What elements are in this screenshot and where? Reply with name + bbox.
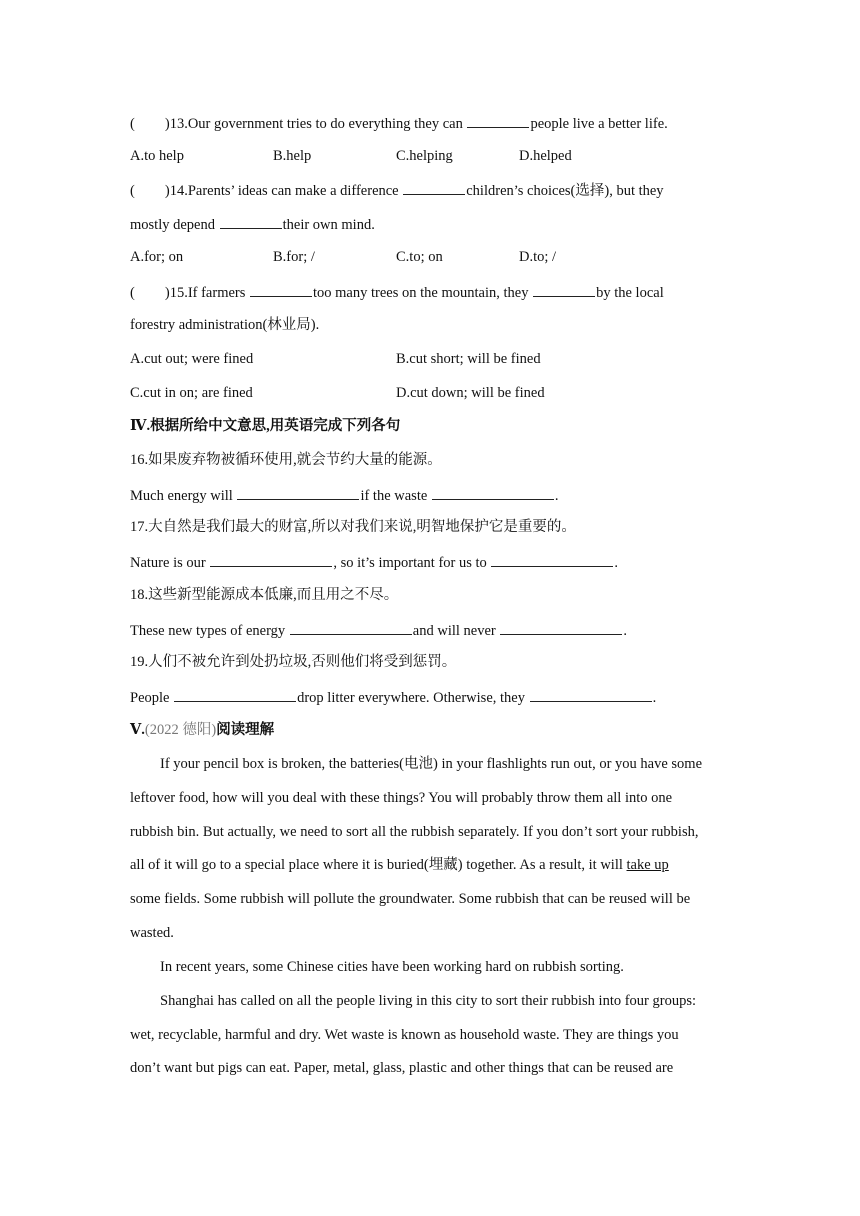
fill-blank[interactable] <box>533 282 595 297</box>
passage-line: In recent years, some Chinese cities have been working hard on rubbish sorting. <box>160 959 624 975</box>
sentence-part: Much energy will <box>130 488 237 504</box>
passage-line: don’t want but pigs can eat. Paper, metal, glass, plastic and other things that can be reused are <box>130 1060 674 1076</box>
question-stem: mostly depend <box>130 217 219 233</box>
fill-blank[interactable] <box>174 687 296 702</box>
sentence-part: and will never <box>412 623 500 639</box>
question-14-line2 <box>130 214 375 234</box>
answer-paren-close: ) <box>164 183 170 199</box>
option-d[interactable]: D.to; / <box>519 249 557 265</box>
option-a[interactable]: A.cut out; were fined <box>130 351 254 367</box>
answer-paren-open: ( <box>130 285 135 301</box>
question-15 <box>130 282 664 302</box>
question-14 <box>130 180 664 200</box>
passage-line <box>130 856 669 874</box>
answer-paren-close: ) <box>164 285 170 301</box>
option-a[interactable]: A.to help <box>130 148 184 164</box>
fill-blank[interactable] <box>530 687 652 702</box>
option-c[interactable]: C.helping <box>396 148 453 164</box>
item-18-english <box>130 620 627 640</box>
answer-paren-open: ( <box>130 183 135 199</box>
fill-blank[interactable] <box>290 620 412 635</box>
sentence-part: These new types of energy <box>130 623 289 639</box>
item-17-chinese: 17.大自然是我们最大的财富,所以对我们来说,明智地保护它是重要的。 <box>130 519 576 535</box>
passage-line: Shanghai has called on all the people living in this city to sort their rubbish into four groups: <box>160 993 697 1009</box>
option-c[interactable]: C.cut in on; are fined <box>130 385 253 401</box>
fill-blank[interactable] <box>491 552 613 567</box>
passage-line: some fields. Some rubbish will pollute the groundwater. Some rubbish that can be reused will be <box>130 891 691 907</box>
fill-blank[interactable] <box>500 620 622 635</box>
passage-line: leftover food, how will you deal with these things? You will probably throw them all into one <box>130 790 673 806</box>
fill-blank[interactable] <box>250 282 312 297</box>
passage-text: all of it will go to a special place where it is buried(埋藏) together. As a result, it will <box>130 857 627 873</box>
question-stem: 13.Our government tries to do everything they can <box>169 116 467 132</box>
sentence-part: drop litter everywhere. Otherwise, they <box>297 690 529 706</box>
passage-line: rubbish bin. But actually, we need to sort all the rubbish separately. If you don’t sort your rubbish, <box>130 824 699 840</box>
fill-blank[interactable] <box>220 214 282 229</box>
question-13 <box>130 113 668 133</box>
fill-blank[interactable] <box>403 180 465 195</box>
option-b[interactable]: B.cut short; will be fined <box>396 351 541 367</box>
underlined-phrase: take up <box>626 857 669 873</box>
item-19-english <box>130 687 656 707</box>
item-16-english <box>130 485 559 505</box>
option-d[interactable]: D.cut down; will be fined <box>396 385 545 401</box>
section-title: 阅读理解 <box>216 722 275 738</box>
sentence-end: . <box>554 488 559 504</box>
section-5-heading <box>130 721 274 739</box>
sentence-part: if the waste <box>360 488 431 504</box>
section-4-heading: Ⅳ.根据所给中文意思,用英语完成下列各句 <box>130 418 401 434</box>
option-d[interactable]: D.helped <box>519 148 572 164</box>
question-stem: 14.Parents’ ideas can make a difference <box>169 183 403 199</box>
option-a[interactable]: A.for; on <box>130 249 184 265</box>
sentence-part: People <box>130 690 174 706</box>
answer-paren-close: ) <box>164 116 170 132</box>
fill-blank[interactable] <box>432 485 554 500</box>
question-stem-end: by the local <box>596 285 664 301</box>
question-stem-mid: too many trees on the mountain, they <box>313 285 533 301</box>
question-stem-end: people live a better life. <box>530 116 668 132</box>
question-stem-end: their own mind. <box>282 217 375 233</box>
option-b[interactable]: B.for; / <box>273 249 315 265</box>
question-stem-end: children’s choices(选择), but they <box>466 183 664 199</box>
option-c[interactable]: C.to; on <box>396 249 443 265</box>
fill-blank[interactable] <box>237 485 359 500</box>
item-18-chinese: 18.这些新型能源成本低廉,而且用之不尽。 <box>130 587 399 603</box>
passage-line: wasted. <box>130 925 174 941</box>
item-16-chinese: 16.如果废弃物被循环使用,就会节约大量的能源。 <box>130 452 442 468</box>
item-19-chinese: 19.人们不被允许到处扔垃圾,否则他们将受到惩罚。 <box>130 654 457 670</box>
question-stem: 15.If farmers <box>169 285 249 301</box>
item-17-english <box>130 552 618 572</box>
sentence-end: . <box>623 623 627 639</box>
sentence-part: Nature is our <box>130 555 210 571</box>
question-15-line2: forestry administration(林业局). <box>130 317 320 333</box>
fill-blank[interactable] <box>210 552 332 567</box>
passage-line: If your pencil box is broken, the batteries(电池) in your flashlights run out, or you have some <box>160 756 703 772</box>
sentence-end: . <box>614 555 619 571</box>
fill-blank[interactable] <box>467 113 529 128</box>
option-b[interactable]: B.help <box>273 148 312 164</box>
source-tag: (2022 德阳) <box>144 722 217 738</box>
sentence-part: , so it’s important for us to <box>333 555 491 571</box>
sentence-end: . <box>652 690 657 706</box>
section-numeral: Ⅴ. <box>130 722 145 738</box>
passage-line: wet, recyclable, harmful and dry. Wet waste is known as household waste. They are things you <box>130 1027 679 1043</box>
answer-paren-open: ( <box>130 116 135 132</box>
